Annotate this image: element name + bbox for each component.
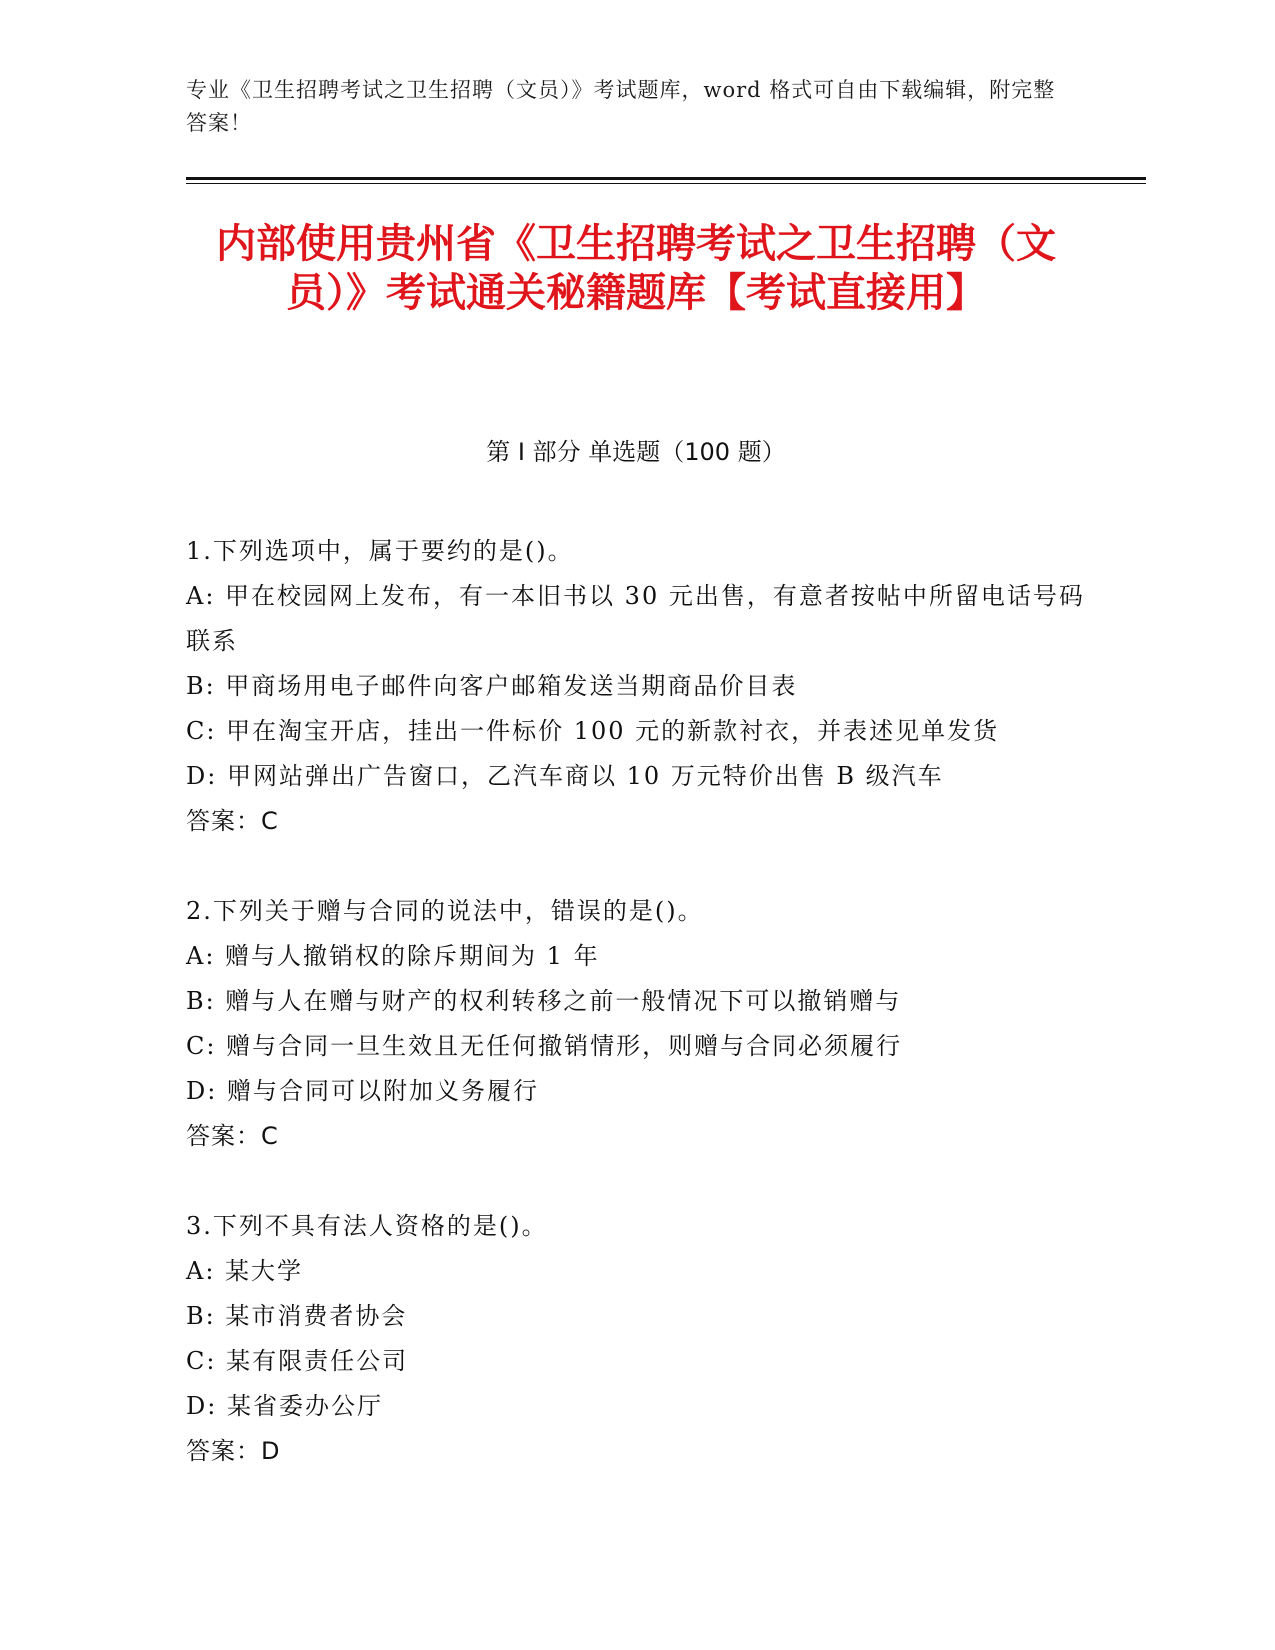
header-divider-thin xyxy=(186,183,1146,184)
document-title: 内部使用贵州省《卫生招聘考试之卫生招聘（文员）》考试通关秘籍题库【考试直接用】 xyxy=(216,221,1056,316)
question-stem: 3.下列不具有法人资格的是()。 xyxy=(186,1212,548,1240)
header-divider-thick xyxy=(186,177,1146,180)
answer: 答案：C xyxy=(186,807,279,835)
section-title: 第 I 部分 单选题（100 题） xyxy=(486,438,786,466)
option-c: C: 某有限责任公司 xyxy=(186,1347,409,1375)
answer: 答案：C xyxy=(186,1122,279,1150)
question-2 xyxy=(186,889,1086,1159)
option-a: A: 某大学 xyxy=(186,1257,304,1285)
option-d: D: 赠与合同可以附加义务履行 xyxy=(186,1077,539,1105)
option-d: D: 甲网站弹出广告窗口，乙汽车商以 10 万元特价出售 B 级汽车 xyxy=(186,762,944,790)
question-list xyxy=(186,529,1086,1519)
question-stem: 1.下列选项中，属于要约的是()。 xyxy=(186,537,574,565)
question-stem: 2.下列关于赠与合同的说法中，错误的是()。 xyxy=(186,897,704,925)
option-a: A: 甲在校园网上发布，有一本旧书以 30 元出售，有意者按帖中所留电话号码联系 xyxy=(186,582,1085,655)
header-note: 专业《卫生招聘考试之卫生招聘（文员）》考试题库，word 格式可自由下载编辑，附完整答案！ xyxy=(186,78,1056,135)
question-1 xyxy=(186,529,1086,844)
option-c: C: 甲在淘宝开店，挂出一件标价 100 元的新款衬衣，并表述见单发货 xyxy=(186,717,1000,745)
option-b: B: 甲商场用电子邮件向客户邮箱发送当期商品价目表 xyxy=(186,672,798,700)
answer: 答案：D xyxy=(186,1437,281,1465)
option-d: D: 某省委办公厅 xyxy=(186,1392,383,1420)
option-b: B: 赠与人在赠与财产的权利转移之前一般情况下可以撤销赠与 xyxy=(186,987,902,1015)
option-b: B: 某市消费者协会 xyxy=(186,1302,408,1330)
question-3 xyxy=(186,1204,1086,1474)
option-a: A: 赠与人撤销权的除斥期间为 1 年 xyxy=(186,942,600,970)
option-c: C: 赠与合同一旦生效且无任何撤销情形，则赠与合同必须履行 xyxy=(186,1032,903,1060)
